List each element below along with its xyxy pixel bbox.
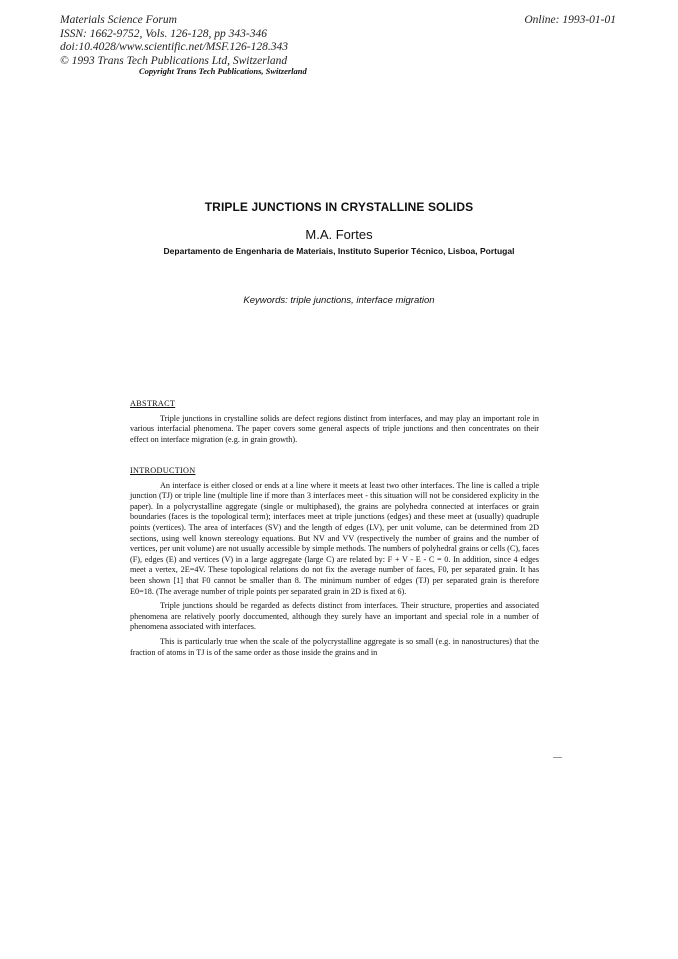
paper-author: M.A. Fortes [305, 227, 373, 242]
abstract-text: Triple junctions in crystalline solids are defect regions distinct from interfaces, and may play an important role in various interfacial phenomena. The paper covers some general aspects of triple junctions and then concentrates on their effect on interface migration (e.g. in grain growth). [130, 413, 539, 444]
copyright-line: © 1993 Trans Tech Publications Ltd, Switzerland [60, 54, 288, 67]
copyright-notice: Copyright Trans Tech Publications, Switzerland [139, 66, 307, 76]
issn-line: ISSN: 1662-9752, Vols. 126-128, pp 343-346 [60, 27, 267, 40]
journal-header [60, 14, 288, 68]
doi-line: doi:10.4028/www.scientific.net/MSF.126-128.343 [60, 41, 288, 53]
intro-paragraph: An interface is either closed or ends at a line where it meets at least two other interfaces. The line is called a triple junction (TJ) or triple line (multiple line if more than 3 interfaces meet - this situation will not be considered explicity in the paper). In a polycrystalline aggregate (single or multiphased), the grains are polyhedra connected at interfaces or grain boundaries (faces is the topological term); interfaces meet at triple junctions (edges) and these meet at (usually) quadruple points (vertices). The area of interfaces (SV) and the length of edges (LV), per unit volume, can be determined from 2D sections, using well known stereology equations. But NV and VV (respectively the number of grains and the number of vertices, per unit volume) are not usually accessible by simple methods. The numbers of polyhedral grains or cells (C), faces (F), edges (E) and vertices (V) in a large aggregate (large C) are related by: F + V - E - C = 0. In addition, since 4 edges meet a vertex, 2E=4V. These topological relations do not fix the average number of faces, F0, per separated grain. It has been shown [1] that F0 cannot be smaller than 8. The minimum number of edges (TJ) per separated grain is therefore E0=18. (The average number of triple points per separated grain in 2D is fixed at 6). [130, 480, 539, 596]
introduction-section [130, 466, 539, 662]
intro-paragraph: Triple junctions should be regarded as defects distinct from interfaces. Their structure, properties and associated phenomena are relatively poorly doccumented, although they surely have an important and special role in a number of phenomena associated with interfaces. [130, 601, 539, 632]
online-date: Online: 1993-01-01 [524, 14, 616, 26]
page-mark [553, 757, 562, 758]
journal-name: Materials Science Forum [60, 14, 177, 26]
intro-paragraph: This is particularly true when the scale of the polycrystalline aggregate is so small (e.g. in nanostructures) that the fraction of atoms in TJ is of the same order as those inside the grains and in [130, 636, 539, 657]
abstract-heading: ABSTRACT [130, 399, 176, 408]
paper-title: TRIPLE JUNCTIONS IN CRYSTALLINE SOLIDS [204, 200, 474, 214]
abstract-section [130, 399, 539, 449]
keywords: Keywords: triple junctions, interface migration [243, 295, 435, 306]
author-affiliation: Departamento de Engenharia de Materiais, Instituto Superior Técnico, Lisboa, Portugal [163, 246, 515, 256]
introduction-heading: INTRODUCTION [130, 466, 196, 475]
